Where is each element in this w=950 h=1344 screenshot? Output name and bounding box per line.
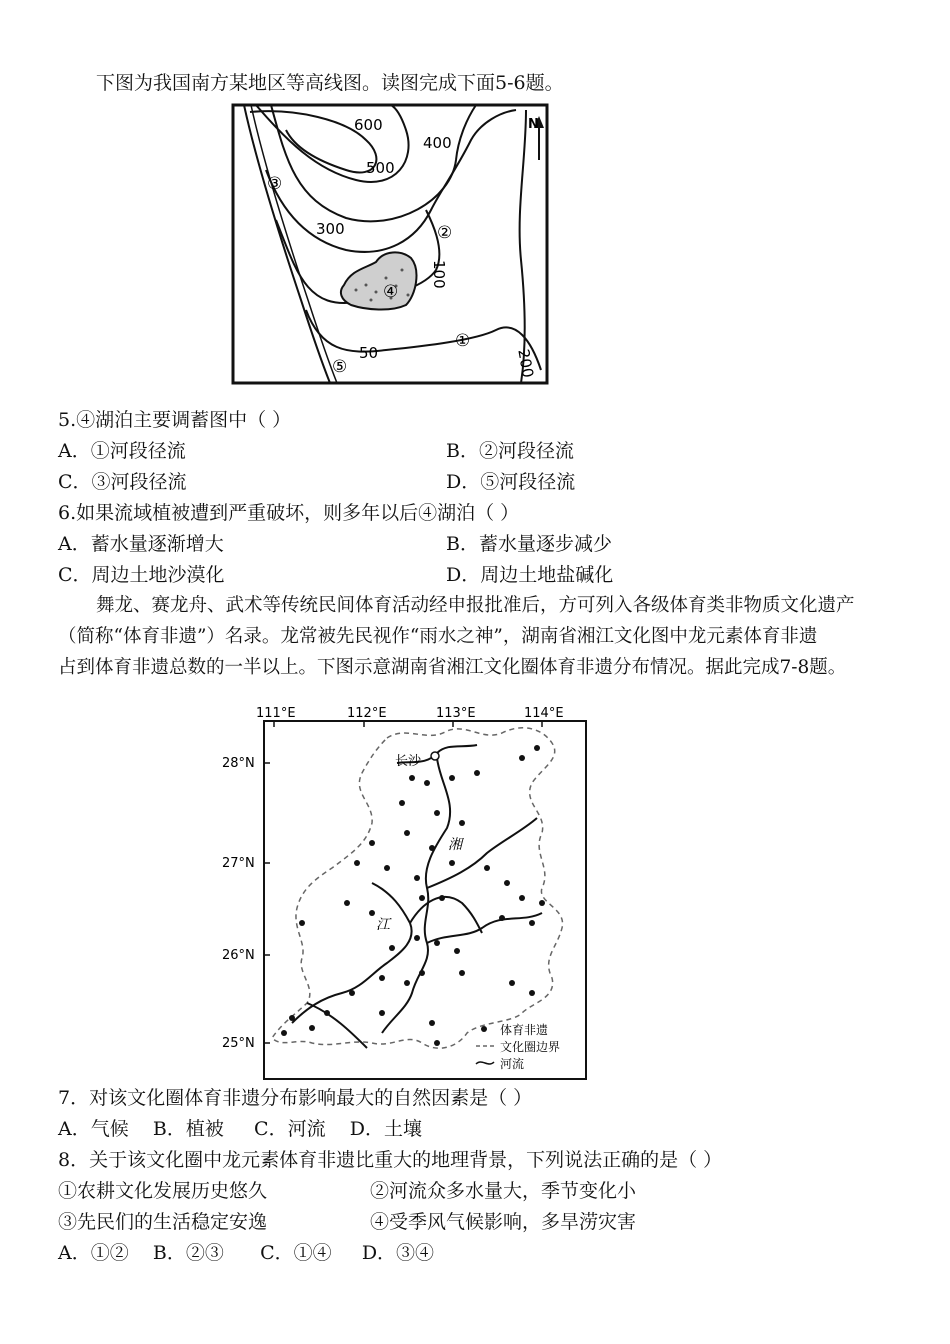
q8-statement-3: ③先民们的生活稳定安逸 bbox=[58, 1211, 268, 1233]
contour-map-frame bbox=[233, 105, 547, 383]
river-label: 湘 bbox=[448, 837, 462, 853]
lat-label: 25°N bbox=[222, 1036, 255, 1051]
legend-point-icon bbox=[481, 1026, 487, 1032]
passage-line-2: （简称“体育非遗”）名录。龙常被先民视作“雨水之神”，湖南省湘江文化图中龙元素体育非遗 bbox=[58, 626, 818, 647]
intro-text: 下图为我国南方某地区等高线图。读图完成下面5-6题。 bbox=[96, 72, 564, 94]
legend-label: 体育非遗 bbox=[500, 1023, 549, 1037]
q7-options: A．气候 B．植被 C．河流 D．土壤 bbox=[58, 1118, 422, 1140]
marker-1: ① bbox=[455, 331, 471, 351]
q5-option-a: A．①河段径流 bbox=[58, 440, 186, 462]
marker-4: ④ bbox=[383, 282, 399, 302]
marker-5: ⑤ bbox=[332, 357, 348, 377]
passage-line-3: 占到体育非遗总数的一半以上。下图示意湖南省湘江文化圈体育非遗分布情况。据此完成7-8题。 bbox=[58, 657, 847, 678]
contour-label: 100 bbox=[430, 260, 448, 289]
marker-2: ② bbox=[437, 223, 453, 243]
q5-option-d: D．⑤河段径流 bbox=[446, 471, 576, 493]
legend-label: 文化圈边界 bbox=[500, 1040, 561, 1054]
q6-option-c: C．周边土地沙漠化 bbox=[58, 564, 225, 586]
q6-option-a: A．蓄水量逐渐增大 bbox=[58, 533, 224, 555]
xiangjiang-map bbox=[222, 703, 594, 1083]
lon-label: 112°E bbox=[347, 706, 387, 721]
marker-3: ③ bbox=[267, 174, 283, 194]
contour-label: 200 bbox=[514, 347, 538, 380]
q5-option-b: B．②河段径流 bbox=[446, 440, 574, 462]
north-label: N bbox=[528, 117, 539, 132]
city-label: 长沙 bbox=[395, 754, 422, 769]
passage-line-1: 舞龙、赛龙舟、武术等传统民间体育活动经申报批准后，方可列入各级体育类非物质文化遗产 bbox=[96, 595, 855, 616]
q8-statement-2: ②河流众多水量大，季节变化小 bbox=[370, 1180, 637, 1202]
changsha-marker bbox=[431, 752, 439, 760]
contour-label: 500 bbox=[366, 159, 395, 177]
q5-stem: 5.④湖泊主要调蓄图中（ ） bbox=[58, 409, 292, 431]
lon-label: 113°E bbox=[436, 706, 476, 721]
contour-label: 400 bbox=[423, 134, 452, 152]
lat-label: 26°N bbox=[222, 948, 255, 963]
lat-label: 28°N bbox=[222, 756, 255, 771]
contour-label: 600 bbox=[354, 116, 383, 134]
lon-label: 111°E bbox=[256, 706, 296, 721]
q5-option-c: C．③河段径流 bbox=[58, 471, 187, 493]
contour-label: 50 bbox=[359, 344, 379, 362]
q6-stem: 6.如果流域植被遭到严重破坏，则多年以后④湖泊（ ） bbox=[58, 502, 520, 524]
lat-label: 27°N bbox=[222, 856, 255, 871]
q6-option-b: B．蓄水量逐步减少 bbox=[446, 533, 612, 555]
q7-stem: 7．对该文化圈体育非遗分布影响最大的自然因素是（ ） bbox=[58, 1087, 533, 1109]
q8-options: A．①② B．②③ C．①④ D．③④ bbox=[58, 1242, 435, 1264]
q8-stem: 8．关于该文化圈中龙元素体育非遗比重大的地理背景，下列说法正确的是（ ） bbox=[58, 1149, 723, 1171]
q6-option-d: D．周边土地盐碱化 bbox=[446, 564, 614, 586]
lon-label: 114°E bbox=[524, 706, 564, 721]
contour-map bbox=[226, 100, 556, 388]
q8-statement-4: ④受季风气候影响，多旱涝灾害 bbox=[370, 1211, 637, 1233]
legend-label: 河流 bbox=[500, 1057, 525, 1071]
river-label: 江 bbox=[376, 917, 390, 933]
q8-statement-1: ①农耕文化发展历史悠久 bbox=[58, 1180, 268, 1202]
contour-label: 300 bbox=[316, 220, 345, 238]
